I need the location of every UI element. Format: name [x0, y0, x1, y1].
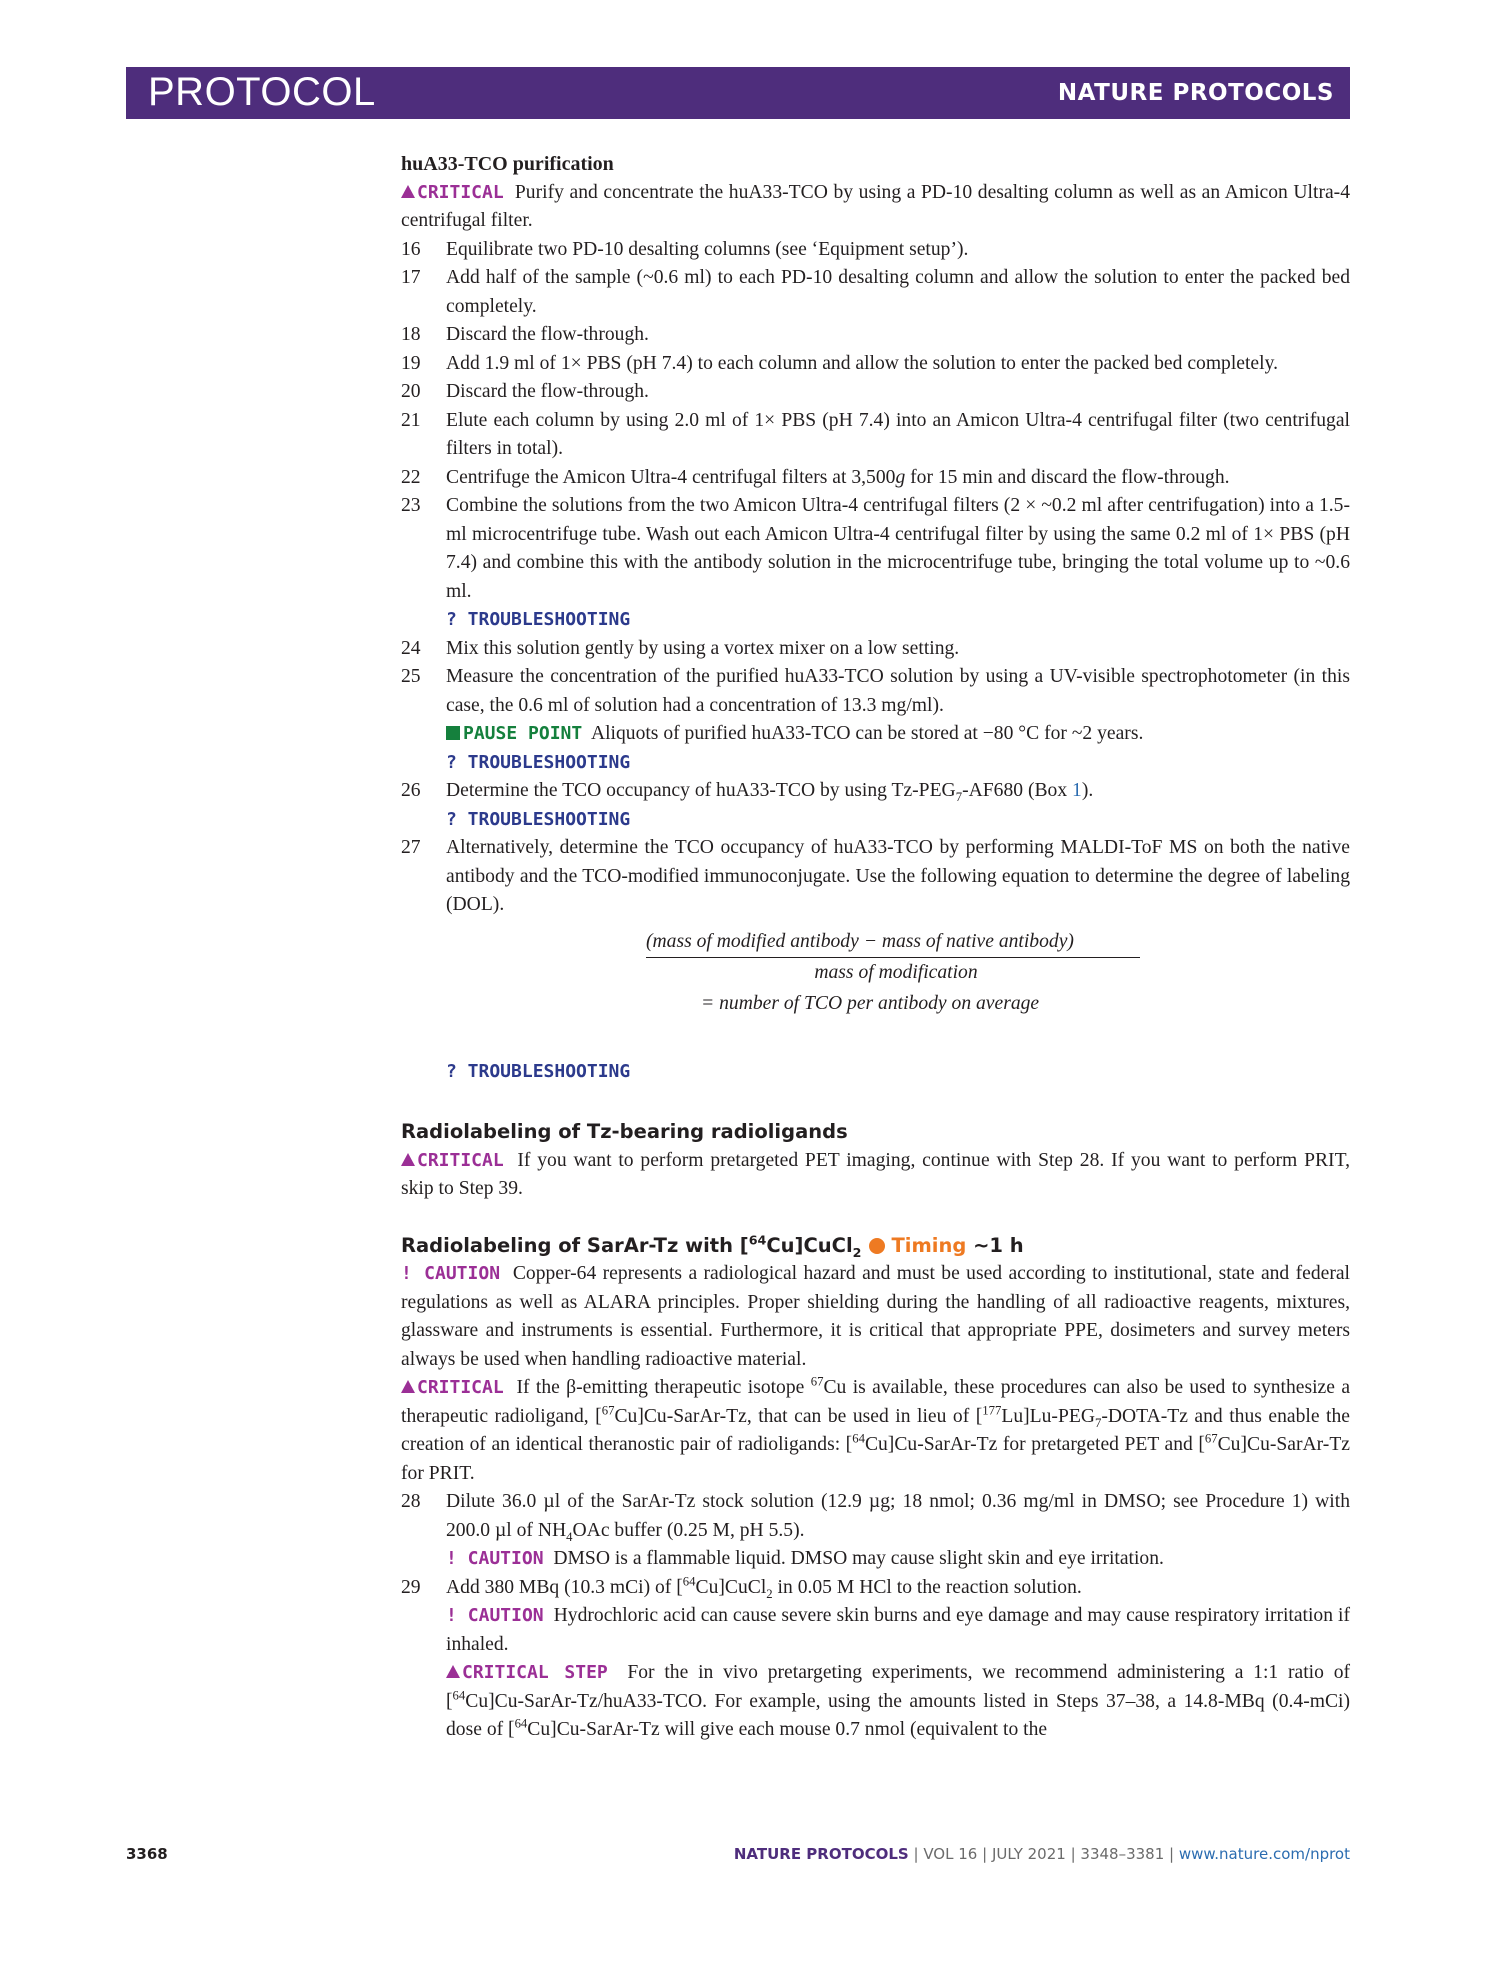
superscript: 67 [1204, 1431, 1218, 1446]
step-number: 21 [401, 409, 421, 431]
footer-volume: VOL 16 [923, 1845, 978, 1863]
critical-text: -DOTA-Tz and thus enable the creation of an identical theranostic pair of radioligands: [ [401, 1405, 1350, 1455]
step-text: Add half of the sample (~0.6 ml) to each PD-10 desalting column and allow the solution to enter the packed bed completely. [446, 267, 1350, 317]
superscript: 64 [852, 1431, 865, 1446]
page-number: 3368 [126, 1845, 168, 1863]
superscript: 64 [514, 1716, 528, 1731]
step-number: 19 [401, 352, 421, 374]
caution-text: DMSO is a flammable liquid. DMSO may cause slight skin and eye irritation. [553, 1548, 1164, 1569]
step-text: for 15 min and discard the flow-through. [905, 466, 1230, 488]
step-number: 22 [401, 466, 421, 488]
footer-date: JULY 2021 [991, 1845, 1066, 1863]
step-text: in 0.05 M HCl to the reaction solution. [772, 1576, 1082, 1598]
step-text: Determine the TCO occupancy of huA33-TCO by using Tz-PEG [446, 780, 956, 801]
step-text: Add 380 MBq (10.3 mCi) of [ [446, 1576, 683, 1598]
critical-note-theranostic [401, 1374, 1350, 1488]
pause-text: Aliquots of purified huA33-TCO can be stored at −80 °C for ~2 years. [590, 723, 1144, 744]
step-23 [401, 492, 1350, 606]
step-text: Measure the concentration of the purified huA33-TCO solution by using a UV-visible spectrophotometer (in this case, the 0.6 ml of solution had a concentration of 13.3 mg/ml). [446, 666, 1350, 716]
step-24 [401, 635, 1350, 664]
page-footer [126, 1845, 1350, 1869]
critical-text: Cu is available, these procedures can also be used to synthesize a therapeutic radioligand, [ [401, 1377, 1351, 1427]
step-number: 23 [401, 495, 421, 516]
critical-note-radiolabeling [401, 1147, 1350, 1204]
step-number: 28 [401, 1491, 421, 1512]
caution-label: ! CAUTION [446, 1605, 544, 1626]
critical-label: CRITICAL [417, 181, 504, 203]
subscript: 7 [955, 789, 963, 804]
step-text: Combine the solutions from the two Amicon Ultra-4 centrifugal filters (2 × ~0.2 ml after centrifugation) into a 1.5-ml microcentrifuge tube. Wash out each Amicon Ultra-4 centrifugal filter by using the same 0.2 ml of 1× PBS (pH 7.4) and combine this with the antibody solution in the microcentrifuge tube, bringing the total volume up to ~0.6 ml. [446, 495, 1350, 602]
step-text: OAc buffer (0.25 M, pH 5.5). [572, 1519, 805, 1541]
section-title-purification: huA33-TCO purification [401, 153, 614, 175]
step-text: Elute each column by using 2.0 ml of 1× PBS (pH 7.4) into an Amicon Ultra-4 centrifugal filter (two centrifugal filters in total). [446, 409, 1350, 459]
equation-rhs: = number of TCO per antibody on average [701, 992, 1040, 1014]
step-27 [401, 834, 1350, 920]
pause-point-label: PAUSE POINT [463, 723, 583, 744]
step-text: Mix this solution gently by using a vortex mixer on a low setting. [446, 637, 960, 659]
footer-url[interactable]: www.nature.com/nprot [1178, 1845, 1350, 1863]
triangle-icon [401, 185, 415, 198]
troubleshooting-link[interactable]: ? TROUBLESHOOTING [446, 609, 631, 630]
step-number: 24 [401, 637, 421, 659]
step-text: Add 1.9 ml of 1× PBS (pH 7.4) to each column and allow the solution to enter the packed bed completely. [446, 352, 1278, 374]
footer-journal: NATURE PROTOCOLS [733, 1845, 909, 1863]
citation: NATURE PROTOCOLS | VOL 16 | JULY 2021 | 3348–3381 | www.nature.com/nprot [733, 1845, 1350, 1863]
equation-numerator: (mass of modified antibody − mass of native antibody) [646, 930, 1074, 952]
equation-denominator: mass of modification [814, 961, 978, 983]
step-text: Alternatively, determine the TCO occupancy of huA33-TCO by performing MALDI-ToF MS on both the native antibody and the TCO-modified immunoconjugate. Use the following equation to determine the degree of labeling (DOL). [446, 837, 1350, 915]
critical-text: Lu]Lu-PEG [1001, 1405, 1095, 1427]
superscript: 67 [810, 1374, 824, 1389]
step-21 [401, 407, 1350, 464]
critical-step-note [401, 1659, 1350, 1745]
critical-text: Cu]Cu-SarAr-Tz for pretargeted PET and [ [864, 1434, 1205, 1455]
step-18 [401, 321, 1350, 350]
critical-step-text: For the in vivo pretargeting experiments, we recommend administering a 1:1 ratio of [ [446, 1662, 1351, 1712]
step-25 [401, 663, 1350, 720]
critical-step-text: Cu]Cu-SarAr-Tz/huA33-TCO. For example, using the amounts listed in Steps 37–38, a 14.8-MBq (0.4-mCi) dose of [ [446, 1690, 1350, 1740]
step-text: Equilibrate two PD-10 desalting columns (see ‘Equipment setup’). [446, 238, 969, 260]
critical-text: If the β-emitting therapeutic isotope [516, 1377, 811, 1398]
subscript: 2 [852, 1244, 862, 1260]
troubleshooting-link[interactable]: ? TROUBLESHOOTING [446, 751, 631, 773]
step-number: 27 [401, 837, 421, 858]
header-banner [126, 67, 1350, 119]
critical-text: If you want to perform pretargeted PET imaging, continue with Step 28. If you want to perform PRIT, skip to Step 39. [401, 1149, 1350, 1199]
dol-equation [401, 928, 1350, 1038]
triangle-icon [446, 1665, 460, 1678]
step-text: Centrifuge the Amicon Ultra-4 centrifugal filters at 3,500 [446, 466, 896, 488]
critical-note-purification [401, 179, 1350, 236]
step-28 [401, 1488, 1350, 1545]
box-link[interactable]: 1 [1072, 780, 1082, 801]
section-title-sarar [401, 1232, 1350, 1261]
timing-dot-icon [869, 1238, 885, 1254]
timing-value: ~1 h [973, 1233, 1024, 1257]
critical-label: CRITICAL [417, 1377, 504, 1398]
fraction-bar [646, 957, 1140, 958]
critical-label: CRITICAL [417, 1149, 504, 1171]
superscript: 64 [682, 1573, 696, 1588]
main-content [401, 150, 1350, 1745]
timing-label: Timing [891, 1233, 967, 1257]
caution-label: ! CAUTION [446, 1548, 544, 1569]
step-22 [401, 464, 1350, 493]
troubleshooting-link[interactable]: ? TROUBLESHOOTING [446, 808, 631, 830]
step-number: 17 [401, 267, 421, 288]
caution-note-dmso [401, 1545, 1350, 1574]
superscript: 177 [982, 1402, 1002, 1417]
step-number: 18 [401, 324, 421, 345]
header-protocol: PROTOCOL [148, 70, 376, 114]
step-text: Cu]CuCl [695, 1576, 767, 1598]
step-text: Discard the flow-through. [446, 381, 649, 402]
step-20 [401, 378, 1350, 407]
step-text: Discard the flow-through. [446, 324, 649, 345]
step-number: 29 [401, 1576, 421, 1598]
step-text: -AF680 (Box [962, 780, 1073, 801]
step-26 [401, 777, 1350, 806]
critical-text: Purify and concentrate the huA33-TCO by using a PD-10 desalting column as well as an Amicon Ultra-4 centrifugal filter. [401, 181, 1350, 231]
superscript: 67 [601, 1402, 615, 1417]
subscript: 2 [766, 1586, 773, 1601]
superscript: 64 [452, 1687, 466, 1702]
step-text: Dilute 36.0 µl of the SarAr-Tz stock solution (12.9 µg; 18 nmol; 0.36 mg/ml in DMSO; see Procedure 1) with 200.0 µl of NH [446, 1491, 1350, 1541]
critical-step-label: CRITICAL STEP [462, 1662, 608, 1683]
caution-text: Copper-64 represents a radiological hazard and must be used according to institutional, state and federal regulations as well as ALARA principles. Proper shielding during the handling of all radioactive reagents, mixtures, glassware and instruments is essential. Furthermore, it is critical that appropriate PPE, dosimeters and survey meters always be used when handling radioactive material. [401, 1263, 1351, 1370]
critical-text: Cu]Cu-SarAr-Tz, that can be used in lieu of [ [614, 1405, 983, 1427]
step-number: 26 [401, 780, 421, 801]
step-19 [401, 350, 1350, 379]
step-29 [401, 1574, 1350, 1603]
caution-text: Hydrochloric acid can cause severe skin burns and eye damage and may cause respiratory irritation if inhaled. [446, 1605, 1350, 1655]
triangle-icon [401, 1153, 415, 1166]
step-number: 16 [401, 238, 421, 260]
section-title-radiolabeling: Radiolabeling of Tz-bearing radioligands [401, 1120, 848, 1143]
subscript: 7 [1094, 1415, 1102, 1430]
step-16 [401, 236, 1350, 265]
troubleshooting-link[interactable]: ? TROUBLESHOOTING [446, 1060, 631, 1082]
caution-label: ! CAUTION [401, 1263, 501, 1284]
triangle-icon [401, 1380, 415, 1393]
footer-pages: 3348–3381 [1080, 1845, 1165, 1863]
caution-note-hcl [401, 1602, 1350, 1659]
step-text: ). [1081, 780, 1094, 801]
caution-note-copper [401, 1260, 1350, 1374]
pause-point-note [401, 720, 1350, 749]
title-part: Cu]CuCl [766, 1233, 853, 1257]
title-part: Radiolabeling of SarAr-Tz with [ [401, 1233, 749, 1257]
superscript: 64 [748, 1232, 767, 1247]
step-number: 25 [401, 666, 421, 687]
step-17 [401, 264, 1350, 321]
critical-text: Cu]Cu-SarAr-Tz for PRIT. [401, 1434, 1350, 1484]
subscript: 4 [566, 1529, 573, 1544]
critical-step-text: Cu]Cu-SarAr-Tz will give each mouse 0.7 nmol (equivalent to the [527, 1719, 1048, 1740]
pause-square-icon [446, 726, 460, 740]
step-number: 20 [401, 381, 421, 402]
step-text-italic: g [895, 466, 906, 488]
header-journal: NATURE PROTOCOLS [1057, 80, 1334, 106]
